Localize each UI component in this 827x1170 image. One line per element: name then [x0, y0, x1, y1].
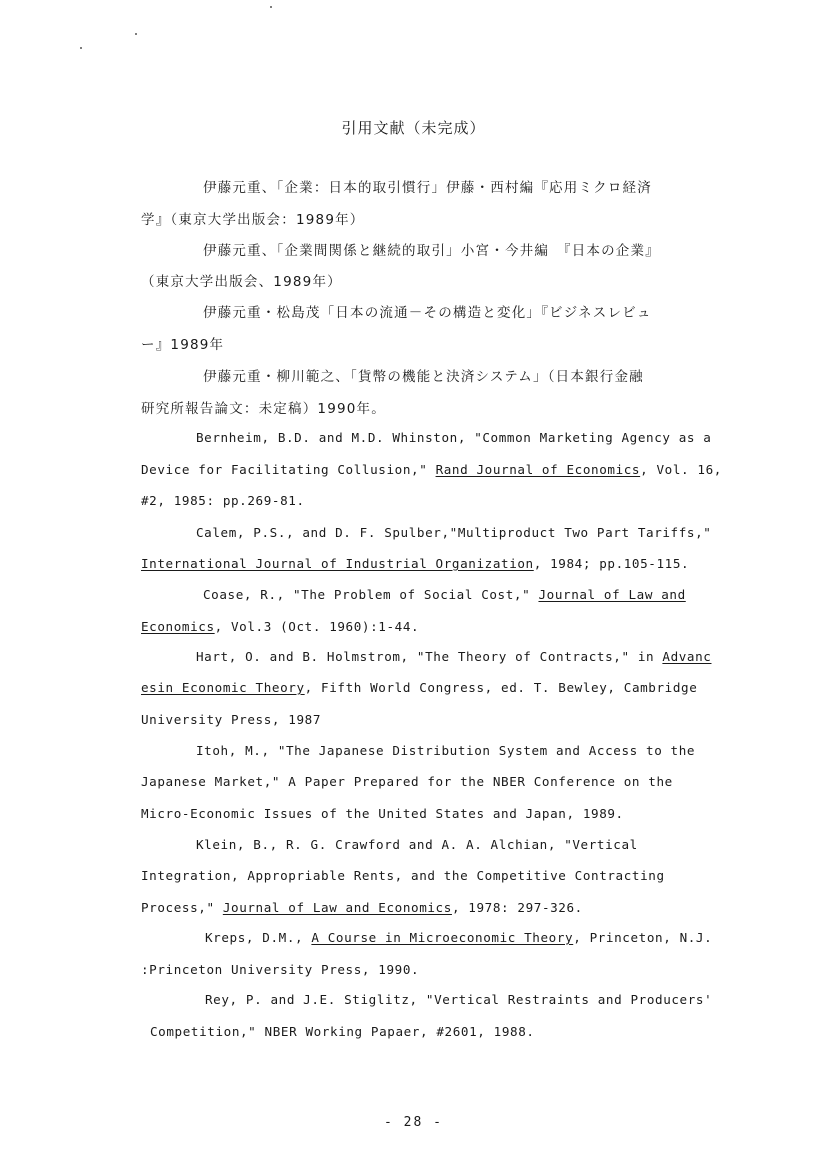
reference-line	[203, 243, 660, 259]
reference-line	[196, 525, 711, 541]
reference-line	[141, 274, 342, 290]
reference-text: Japanese Market," A Paper Prepared for the NBER Conference on the	[141, 774, 673, 789]
reference-text: Integration, Appropriable Rents, and the Competitive Contracting	[141, 868, 665, 883]
reference-line	[196, 430, 711, 446]
reference-line	[196, 649, 711, 665]
reference-text: Calem, P.S., and D. F. Spulber,"Multiproduct Two Part Tariffs,"	[196, 525, 712, 540]
page-title: 引用文献（未完成）	[341, 119, 486, 137]
reference-line	[205, 992, 712, 1008]
reference-text: Itoh, M., "The Japanese Distribution System and Access to the	[196, 743, 696, 758]
reference-title-underlined: Advanc	[662, 649, 712, 664]
reference-line	[141, 556, 689, 572]
reference-text: 伊藤元重、「企業間関係と継続的取引」小宮・今井編 『日本の企業』	[203, 243, 660, 259]
reference-line	[150, 1024, 535, 1040]
scan-speck	[80, 47, 82, 49]
reference-text: , 1978: 297-326.	[451, 900, 583, 915]
reference-line	[203, 180, 652, 196]
reference-line	[141, 462, 722, 478]
reference-line	[205, 930, 712, 946]
reference-text: Kreps, D.M.,	[205, 930, 312, 945]
reference-line	[196, 743, 695, 759]
reference-text: :Princeton University Press, 1990.	[141, 962, 420, 977]
reference-text: , Vol.3 (Oct. 1960):1-44.	[214, 619, 420, 634]
reference-text: , Princeton, N.J.	[573, 930, 713, 945]
reference-line	[141, 212, 365, 228]
reference-title-underlined: Journal of Law and	[538, 587, 686, 602]
reference-text: 学』（東京大学出版会：1989年）	[141, 212, 365, 228]
reference-title-underlined: esin Economic Theory	[141, 680, 305, 695]
reference-text: （東京大学出版会、1989年）	[141, 274, 342, 290]
reference-title-underlined: Journal of Law and Economics	[222, 900, 452, 915]
reference-line	[141, 493, 305, 509]
reference-line	[203, 587, 686, 603]
page-number: - 28 -	[384, 1115, 443, 1130]
reference-text: #2, 1985: pp.269-81.	[141, 493, 305, 508]
reference-title-underlined: A Course in Microeconomic Theory	[311, 930, 574, 945]
reference-line	[141, 619, 419, 635]
reference-line	[141, 900, 583, 916]
reference-text: 研究所報告論文：未定稿）1990年。	[141, 401, 386, 417]
reference-text: Klein, B., R. G. Crawford and A. A. Alchian, "Vertical	[196, 837, 638, 852]
reference-line	[141, 774, 673, 790]
reference-text: Device for Facilitating Collusion,"	[141, 462, 436, 477]
reference-text: , Fifth World Congress, ed. T. Bewley, Cambridge	[304, 680, 698, 695]
reference-line	[141, 401, 386, 417]
reference-line	[141, 337, 224, 353]
reference-text: Hart, O. and B. Holmstrom, "The Theory of Contracts," in	[196, 649, 663, 664]
scan-speck	[270, 6, 272, 8]
reference-text: Rey, P. and J.E. Stiglitz, "Vertical Restraints and Producers'	[205, 992, 713, 1007]
reference-text: Bernheim, B.D. and M.D. Whinston, "Common Marketing Agency as a	[196, 430, 712, 445]
reference-line	[141, 868, 665, 884]
reference-line	[141, 680, 697, 696]
reference-text: Micro-Economic Issues of the United States and Japan, 1989.	[141, 806, 624, 821]
reference-text: 伊藤元重、「企業：日本的取引慣行」伊藤・西村編『応用ミクロ経済	[203, 180, 652, 196]
reference-title-underlined: Economics	[141, 619, 215, 634]
reference-text: , Vol. 16,	[640, 462, 722, 477]
reference-text: Competition," NBER Working Papaer, #2601, 1988.	[150, 1024, 535, 1039]
reference-line	[203, 369, 644, 385]
reference-title-underlined: International Journal of Industrial Organization	[141, 556, 534, 571]
reference-text: ー』1989年	[141, 337, 225, 353]
reference-line	[141, 962, 419, 978]
reference-text: University Press, 1987	[141, 712, 322, 727]
reference-text: Process,"	[141, 900, 223, 915]
reference-text: 伊藤元重・柳川範之、「貨幣の機能と決済システム」（日本銀行金融	[203, 369, 644, 385]
reference-title-underlined: Rand Journal of Economics	[435, 462, 641, 477]
reference-line	[141, 806, 624, 822]
scan-speck	[135, 33, 137, 35]
reference-text: , 1984; pp.105-115.	[533, 556, 690, 571]
reference-text: Coase, R., "The Problem of Social Cost,"	[203, 587, 539, 602]
reference-line	[141, 712, 321, 728]
reference-line	[203, 305, 652, 321]
reference-line	[196, 837, 638, 853]
reference-text: 伊藤元重・松島茂「日本の流通－その構造と変化」『ビジネスレビュ	[203, 305, 652, 321]
